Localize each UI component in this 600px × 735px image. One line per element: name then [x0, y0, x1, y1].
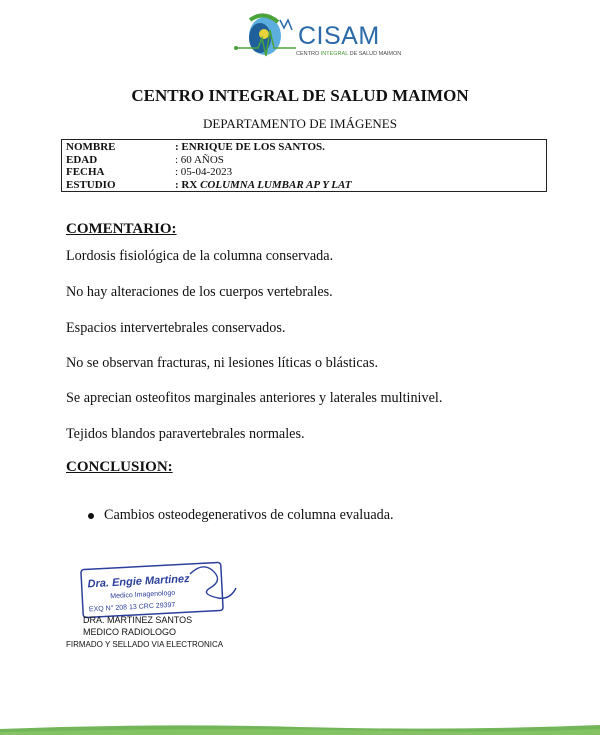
clinic-title: CENTRO INTEGRAL DE SALUD MAIMON: [131, 86, 469, 105]
signer-name: DRA. MARTINEZ SANTOS: [83, 615, 193, 625]
conclusion-item: [88, 507, 394, 524]
info-value: : 05-04-2023: [175, 166, 233, 179]
comentario-line: Tejidos blandos paravertebrales normales.: [66, 426, 305, 442]
info-value: : 60 AÑOS: [175, 153, 224, 166]
info-row-estudio: [66, 179, 542, 192]
stamp-line-2: Medico Imagenologo: [110, 589, 176, 601]
conclusion-heading: CONCLUSION:: [66, 459, 173, 475]
signer-block: [83, 614, 192, 638]
logo-wordmark: CISAM: [298, 22, 380, 50]
info-key: EDAD: [66, 153, 98, 166]
logo-subtitle: CENTRO INTEGRAL DE SALUD MAIMON: [296, 51, 402, 57]
comentario-heading: COMENTARIO:: [66, 221, 177, 237]
comentario-line: Lordosis fisiológica de la columna conservada.: [66, 248, 334, 264]
info-value: : ENRIQUE DE LOS SANTOS.: [175, 141, 325, 153]
stamp-line-3: EXQ N° 208 13 CRC 29397: [88, 601, 176, 614]
comentario-line: No se observan fracturas, ni lesiones líticas o blásticas.: [66, 355, 379, 371]
info-row-nombre: [66, 141, 542, 154]
info-row-fecha: [66, 166, 542, 179]
info-key: FECHA: [66, 166, 105, 179]
stamp-line-1: Dra. Engie Martinez: [87, 573, 190, 591]
electronic-signature-note: FIRMADO Y SELLADO VIA ELECTRONICA: [66, 640, 224, 649]
info-key: NOMBRE: [66, 141, 116, 153]
info-key: ESTUDIO: [66, 178, 116, 191]
info-value: : RX COLUMNA LUMBAR AP Y LAT: [175, 178, 352, 191]
bullet-icon: [88, 513, 94, 519]
comentario-line: No hay alteraciones de los cuerpos vertebrales.: [66, 284, 333, 300]
comentario-line: Se aprecian osteofitos marginales anteriores y laterales multinivel.: [66, 390, 443, 406]
cisam-logo: [228, 8, 402, 68]
doctor-stamp: [78, 558, 240, 620]
conclusion-item-text: Cambios osteodegenerativos de columna evaluada.: [104, 507, 394, 523]
signer-role: MEDICO RADIOLOGO: [83, 627, 177, 637]
patient-info-box: [61, 139, 547, 192]
footer-wave: [0, 721, 600, 735]
department-name: DEPARTAMENTO DE IMÁGENES: [203, 116, 397, 131]
info-row-edad: [66, 154, 542, 167]
comentario-line: Espacios intervertebrales conservados.: [66, 320, 286, 336]
signature-scribble: [190, 567, 236, 598]
